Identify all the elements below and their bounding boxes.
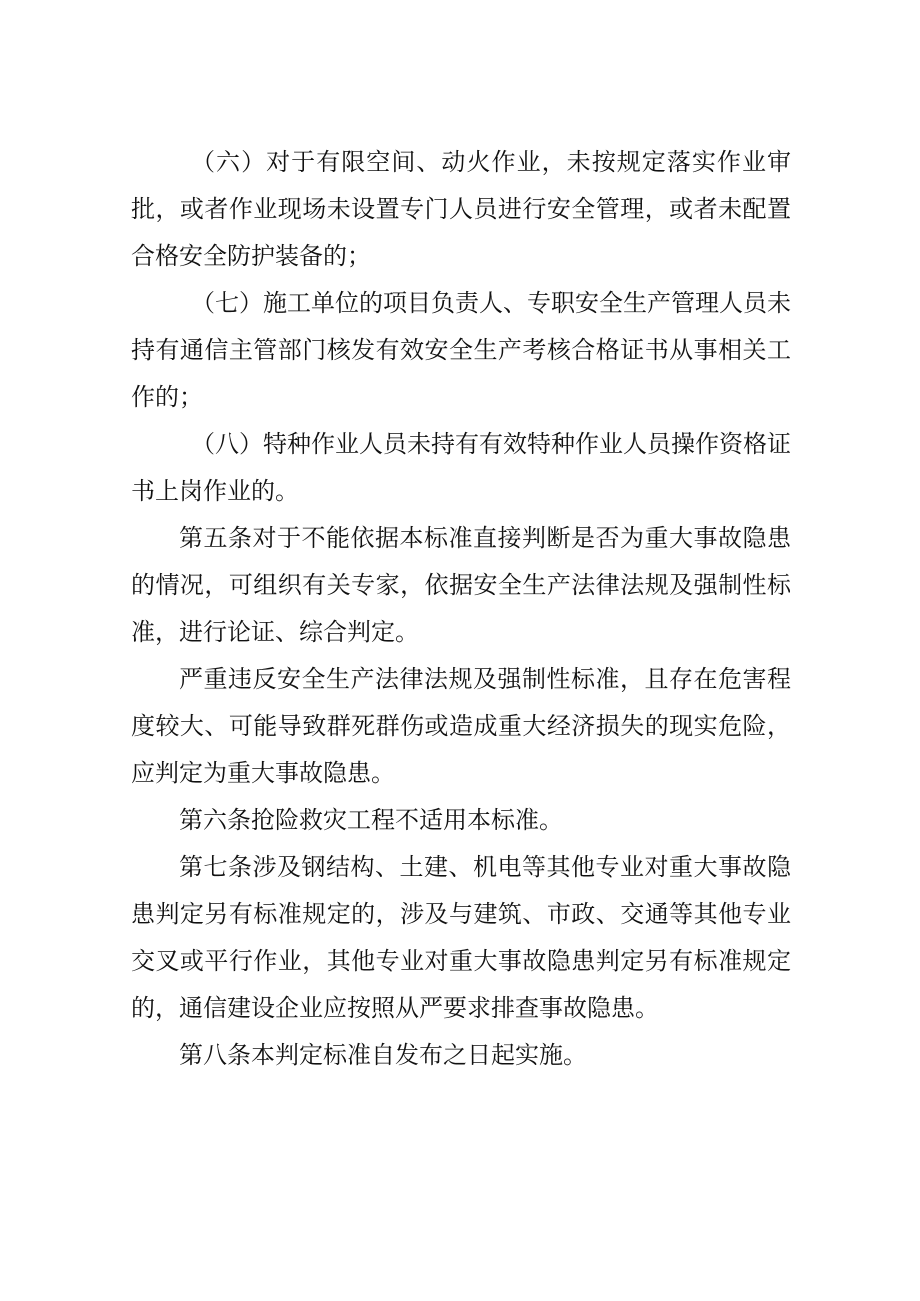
paragraph-article-5: 第五条对于不能依据本标准直接判断是否为重大事故隐患的情况，可组织有关专家，依据安全生产法律法规及强制性标准，进行论证、综合判定。: [131, 524, 791, 646]
paragraph-article-8: 第八条本判定标准自发布之日起实施。: [179, 1041, 587, 1069]
paragraph-article-6: 第六条抢险救灾工程不适用本标准。: [179, 806, 563, 834]
paragraph-item-8: （八）特种作业人员未持有有效特种作业人员操作资格证书上岗作业的。: [131, 430, 791, 505]
paragraph-article-7: 第七条涉及钢结构、土建、机电等其他专业对重大事故隐患判定另有标准规定的，涉及与建筑、市政、交通等其他专业交叉或平行作业，其他专业对重大事故隐患判定另有标准规定的，通信建设企业应按照从严要求排查事故隐患。: [131, 853, 791, 1022]
document-body: [131, 139, 791, 1079]
paragraph-article-5-continued: 严重违反安全生产法律法规及强制性标准，且存在危害程度较大、可能导致群死群伤或造成重大经济损失的现实危险，应判定为重大事故隐患。: [131, 665, 791, 787]
paragraph-item-7: （七）施工单位的项目负责人、专职安全生产管理人员未持有通信主管部门核发有效安全生产考核合格证书从事相关工作的；: [131, 289, 791, 411]
paragraph-item-6: （六）对于有限空间、动火作业，未按规定落实作业审批，或者作业现场未设置专门人员进行安全管理，或者未配置合格安全防护装备的；: [131, 148, 791, 270]
